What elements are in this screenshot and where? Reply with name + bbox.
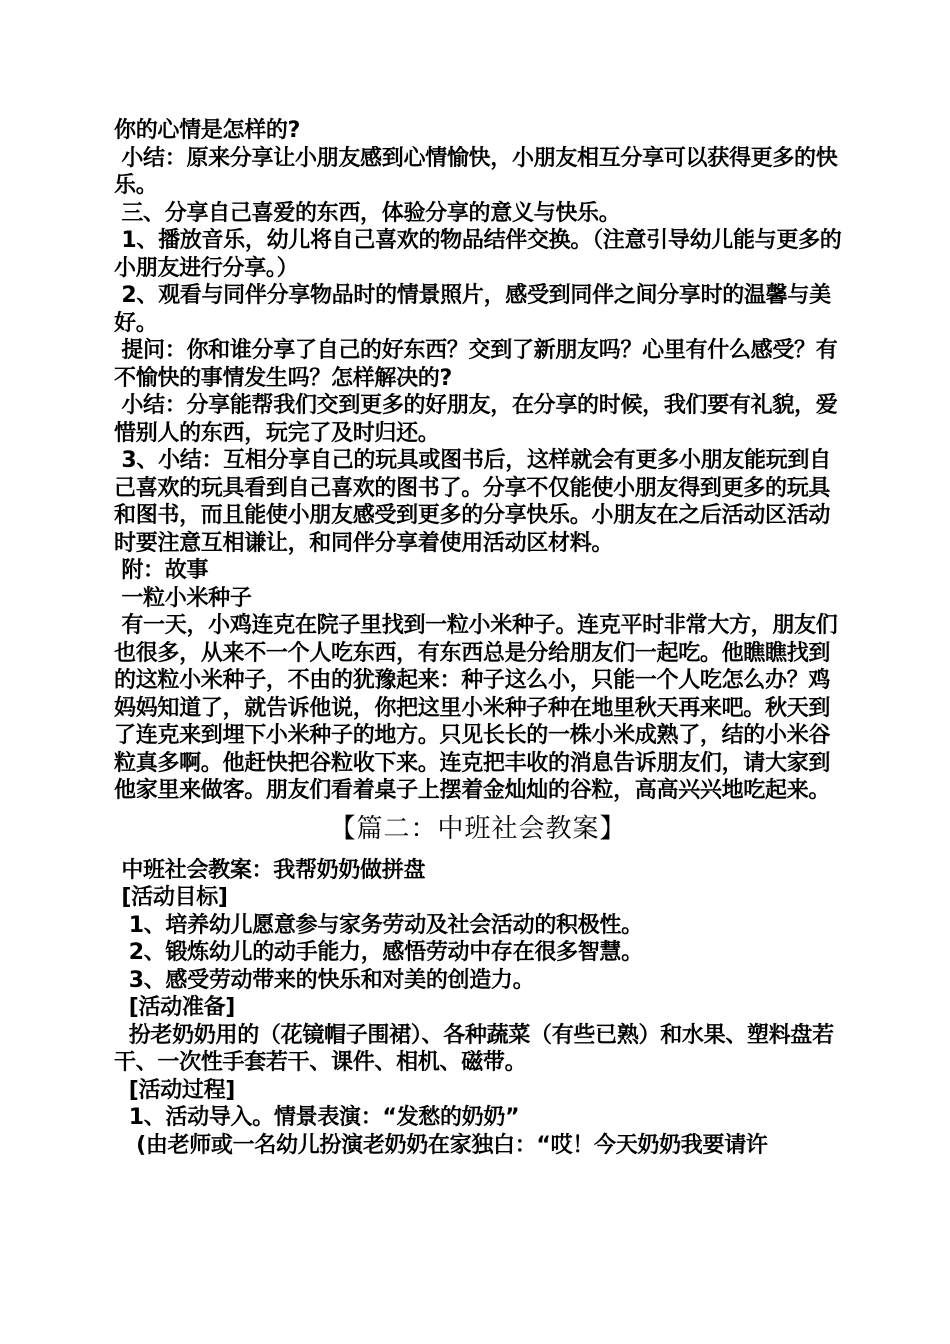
text-line: 1、培养幼儿愿意参与家务劳动及社会活动的积极性。 <box>114 912 643 938</box>
text-line: [活动目标] <box>114 885 228 910</box>
text-line: 扮老奶奶用的（花镜帽子围裙）、各种蔬菜（有些已熟）和水果、塑料盘若干、一次性手套若干、课件、相机、磁带。 <box>114 1022 834 1075</box>
text-line: 提问：你和谁分享了自己的好东西？交到了新朋友吗？心里有什么感受？有不愉快的事情发生吗？怎样解决的? <box>114 338 838 391</box>
text-line: 你的心情是怎样的? <box>114 118 301 143</box>
story-title: 一粒小米种子 <box>114 585 252 611</box>
text-line: (由老师或一名幼儿扮演老奶奶在家独白：“哎！今天奶奶我要请许 <box>114 1132 768 1158</box>
text-line: [活动准备] <box>114 995 236 1020</box>
document-page <box>114 117 842 1159</box>
text-line: 2、锻炼幼儿的动手能力，感悟劳动中存在很多智慧。 <box>114 940 643 965</box>
text-line: [活动过程] <box>114 1077 236 1103</box>
text-line: 小结：分享能帮我们交到更多的好朋友，在分享的时候，我们要有礼貌，爱惜别人的东西，玩完了及时归还。 <box>114 393 838 446</box>
lesson-title: 中班社会教案：我帮奶奶做拼盘 <box>114 857 426 883</box>
section-title: 【篇二：中班社会教案】 <box>329 813 627 844</box>
text-line: 1、活动导入。情景表演：“发愁的奶奶” <box>114 1105 520 1130</box>
text-line: 1、播放音乐，幼儿将自己喜欢的物品结伴交换。（注意引导幼儿能与更多的小朋友进行分享。） <box>114 228 842 281</box>
text-line: 小结：原来分享让小朋友感到心情愉快，小朋友相互分享可以获得更多的快乐。 <box>114 145 838 198</box>
story-body: 有一天，小鸡连克在院子里找到一粒小米种子。连克平时非常大方，朋友们也很多，从来不一个人吃东西，有东西总是分给朋友们一起吃。他瞧瞧找到的这粒小米种子，不由的犹豫起来：种子这么小，只能一个人吃怎么办？鸡妈妈知道了，就告诉他说，你把这里小米种子种在地里秋天再来吧。秋天到了连克来到埋下小米种子的地方。只见长长的一株小米成熟了，结的小米谷粒真多啊。他赶快把谷粒收下来。连克把丰收的消息告诉朋友们，请大家到他家里来做客。朋友们看着桌子上摆着金灿灿的谷粒，高高兴兴地吃起来。 <box>114 613 838 803</box>
text-line: 三、分享自己喜爱的东西，体验分享的意义与快乐。 <box>114 200 621 226</box>
text-line: 3、感受劳动带来的快乐和对美的创造力。 <box>114 967 535 993</box>
text-line: 附：故事 <box>114 558 209 583</box>
text-line: 2、观看与同伴分享物品时的情景照片，感受到同伴之间分享时的温馨与美好。 <box>114 283 831 336</box>
text-line: 3、小结：互相分享自己的玩具或图书后，这样就会有更多小朋友能玩到自己喜欢的玩具看到自己喜欢的图书了。分享不仅能使小朋友得到更多的玩具和图书，而且能使小朋友感受到更多的分享快乐。小朋友在之后活动区活动时要注意互相谦让，和同伴分享着使用活动区材料。 <box>114 448 831 556</box>
